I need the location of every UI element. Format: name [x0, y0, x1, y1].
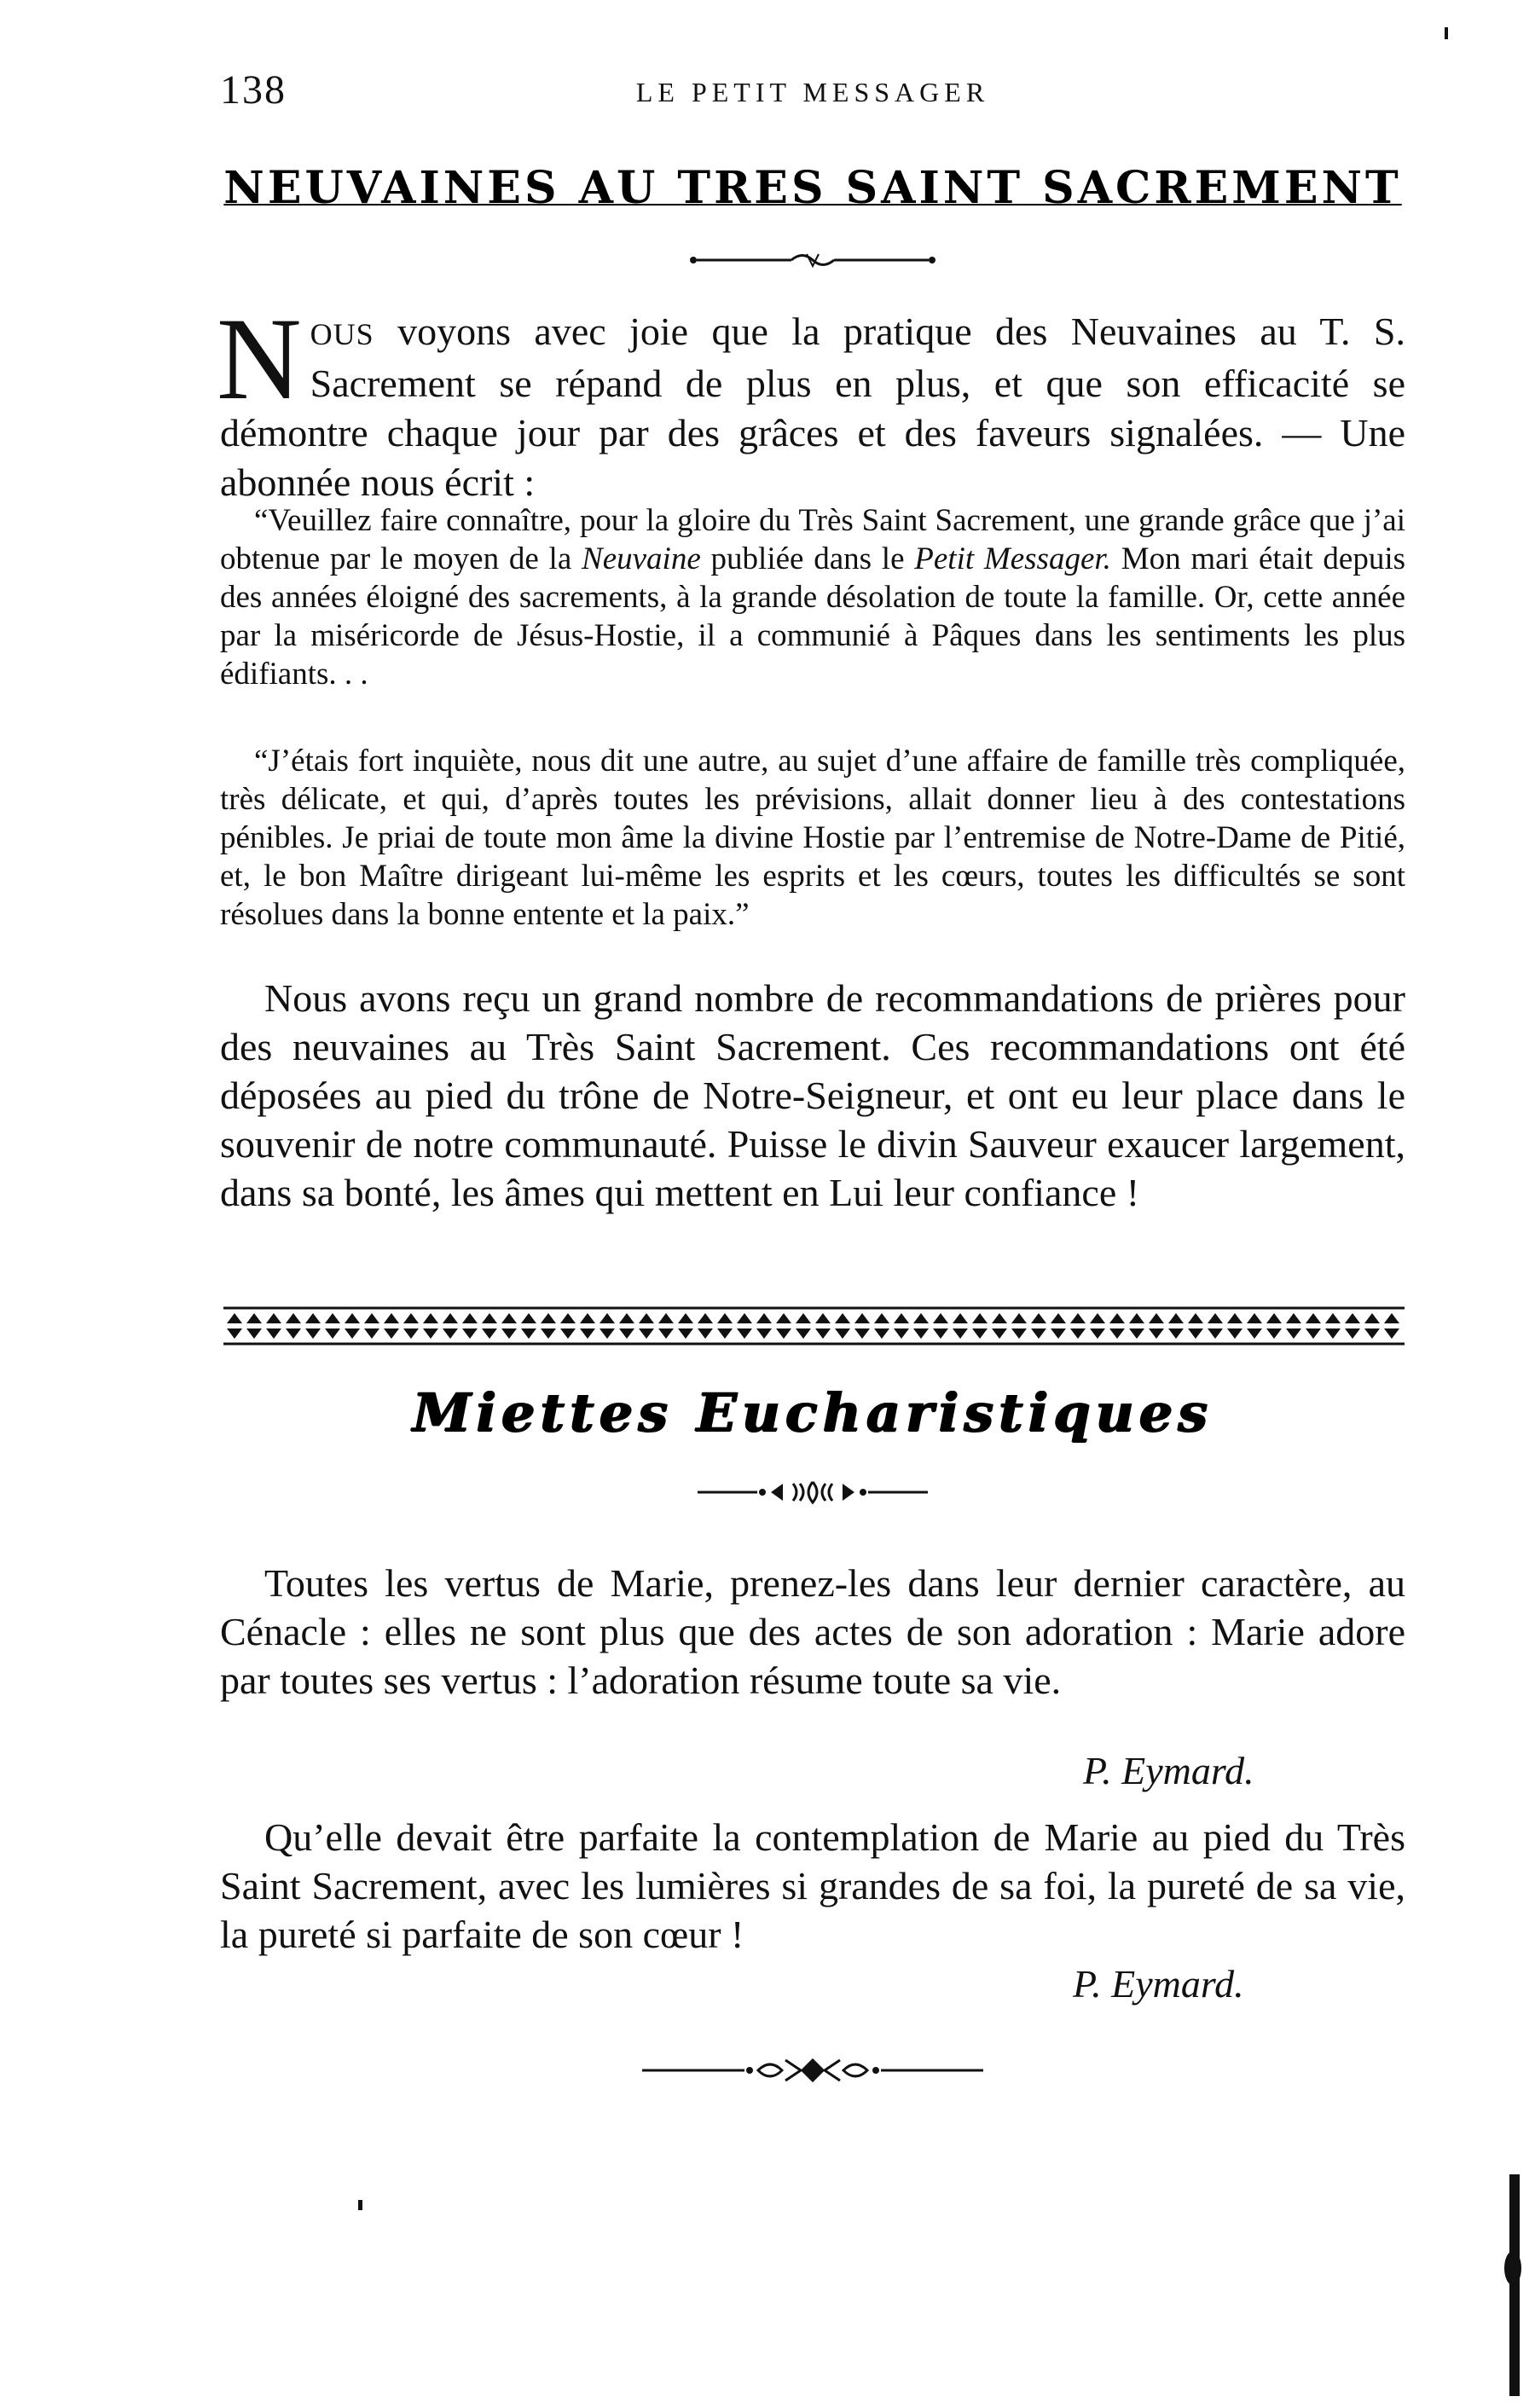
separator-triangle-up — [698, 1313, 713, 1323]
scan-edge-blot — [1504, 2251, 1521, 2285]
scan-speck-top — [1445, 27, 1448, 39]
separator-triangle-down — [246, 1328, 262, 1339]
separator-triangle-down — [443, 1328, 458, 1339]
separator-triangle-up — [1306, 1313, 1321, 1323]
intro-text: voyons avec joie que la pratique des Neuvaines au T. S. Sacrement se répand de plus en plus, et que son efficacité se démontre chaque jour par des grâces et des faveurs signalées. — Une abonnée nous écrit : — [220, 310, 1405, 504]
separator-triangle-up — [1345, 1313, 1360, 1323]
quote1-italic-petit-messager: Petit Messager. — [914, 541, 1111, 576]
separator-triangle-up — [1227, 1313, 1242, 1323]
separator-triangle-up — [796, 1313, 811, 1323]
separator-triangle-up — [1070, 1313, 1086, 1323]
miettes-paragraph-2: Qu’elle devait être parfaite la contemplation de Marie au pied du Très Saint Sacrement, avec les lumières si grandes de sa foi, la pureté de sa vie, la pureté si parfaite de son cœur ! — [220, 1815, 1405, 1956]
signature-eymard-1: P. Eymard. — [1083, 1749, 1254, 1792]
separator-triangle-up — [1188, 1313, 1203, 1323]
separator-triangle-up — [501, 1313, 517, 1323]
separator-triangle-up — [854, 1313, 870, 1323]
separator-triangle-down — [1109, 1328, 1125, 1339]
separator-triangle-down — [1070, 1328, 1086, 1339]
separator-triangle-down — [501, 1328, 517, 1339]
separator-triangle-up — [1266, 1313, 1282, 1323]
separator-triangle-up — [541, 1313, 556, 1323]
separator-triangle-down — [384, 1328, 399, 1339]
separator-triangle-down — [756, 1328, 772, 1339]
quote-second-letter: “J’étais fort inquiète, nous dit une autre, au sujet d’une affaire de famille très compliquée, très délicate, et qui, d’après toutes les prévisions, allait donner lieu à des contestations pénibles. Je priai de toute mon âme la divine Hostie par l’entremise de Notre-Dame de Pitié, et, le bon Maître dirigeant lui-même les esprits et les cœurs, toutes les difficultés se sont résolues dans la bonne entente et la paix.” — [220, 744, 1405, 932]
title2-ornament — [220, 1477, 1405, 1508]
separator-triangle-down — [560, 1328, 576, 1339]
separator-triangle-up — [266, 1313, 281, 1323]
section-title-miettes: Miettes Eucharistiques — [412, 1381, 1214, 1444]
separator-triangle-down — [913, 1328, 929, 1339]
quote1-italic-neuvaine: Neuvaine — [582, 541, 701, 576]
separator-triangle-up — [717, 1313, 733, 1323]
title-ornament — [220, 247, 1405, 273]
separator-triangle-down — [972, 1328, 988, 1339]
separator-triangle-down — [933, 1328, 948, 1339]
separator-triangle-down — [776, 1328, 791, 1339]
separator-triangle-down — [639, 1328, 654, 1339]
separator-triangle-down — [462, 1328, 478, 1339]
running-title: LE PETIT MESSAGER — [635, 77, 990, 107]
separator-triangle-up — [580, 1313, 595, 1323]
separator-triangle-up — [619, 1313, 634, 1323]
scroll-ornament-icon — [698, 1477, 928, 1508]
separator-triangle-down — [286, 1328, 301, 1339]
separator-triangle-up — [1109, 1313, 1125, 1323]
separator-triangle-down — [521, 1328, 536, 1339]
separator-triangle-up — [345, 1313, 360, 1323]
separator-triangle-down — [345, 1328, 360, 1339]
page-number: 138 — [220, 67, 287, 113]
separator-triangle-down — [305, 1328, 321, 1339]
quote1-part2: publiée dans le — [700, 541, 915, 576]
separator-triangle-up — [286, 1313, 301, 1323]
separator-triangle-down — [1011, 1328, 1027, 1339]
separator-triangle-up — [1051, 1313, 1066, 1323]
separator-triangle-up — [521, 1313, 536, 1323]
scan-edge-mark — [1509, 2174, 1520, 2396]
separator-triangle-down — [1364, 1328, 1380, 1339]
separator-triangle-up — [1208, 1313, 1223, 1323]
separator-triangle-up — [1090, 1313, 1105, 1323]
separator-triangle-up — [835, 1313, 850, 1323]
separator-triangle-down — [1090, 1328, 1105, 1339]
separator-triangle-down — [266, 1328, 281, 1339]
drop-cap: N — [217, 293, 302, 424]
separator-triangle-down — [678, 1328, 693, 1339]
separator-triangle-up — [325, 1313, 340, 1323]
separator-triangle-down — [835, 1328, 850, 1339]
separator-triangle-up — [1384, 1313, 1399, 1323]
separator-triangle-down — [874, 1328, 889, 1339]
separator-triangle-up — [933, 1313, 948, 1323]
separator-triangle-up — [658, 1313, 674, 1323]
separator-triangle-up — [462, 1313, 478, 1323]
separator-triangle-down — [854, 1328, 870, 1339]
separator-triangle-up — [1364, 1313, 1380, 1323]
separator-triangle-up — [776, 1313, 791, 1323]
separator-triangle-down — [894, 1328, 909, 1339]
separator-triangle-up — [482, 1313, 497, 1323]
separator-triangle-up — [305, 1313, 321, 1323]
separator-triangle-down — [227, 1328, 242, 1339]
separator-triangle-up — [815, 1313, 831, 1323]
separator-triangle-down — [658, 1328, 674, 1339]
separator-triangle-up — [913, 1313, 929, 1323]
separator-triangle-down — [717, 1328, 733, 1339]
separator-triangle-up — [1247, 1313, 1262, 1323]
separator-triangle-down — [1345, 1328, 1360, 1339]
separator-triangle-down — [1129, 1328, 1144, 1339]
separator-triangle-down — [1188, 1328, 1203, 1339]
separator-triangle-up — [227, 1313, 242, 1323]
separator-triangle-down — [1247, 1328, 1262, 1339]
miettes-paragraph-1: Toutes les vertus de Marie, prenez-les dans leur dernier caractère, au Cénacle : elles ne sont plus que des actes de son adoration : Marie adore par toutes ses vertus : l’adoration résume toute sa vie. — [220, 1561, 1405, 1702]
separator-triangle-up — [600, 1313, 615, 1323]
separator-triangle-up — [364, 1313, 379, 1323]
separator-triangle-down — [482, 1328, 497, 1339]
separator-triangle-down — [1227, 1328, 1242, 1339]
separator-triangle-up — [1011, 1313, 1027, 1323]
intro-paragraph — [217, 293, 1405, 507]
section-title-neuvaines: NEUVAINES AU TRES SAINT SACREMENT — [223, 162, 1402, 214]
separator-triangle-up — [443, 1313, 458, 1323]
intro-smallcaps: OUS — [310, 317, 374, 351]
signature-eymard-2: P. Eymard. — [1073, 1962, 1244, 2006]
separator-triangle-up — [953, 1313, 968, 1323]
separator-triangle-down — [1149, 1328, 1164, 1339]
separator-triangle-down — [815, 1328, 831, 1339]
separator-triangle-up — [874, 1313, 889, 1323]
separator-triangle-down — [600, 1328, 615, 1339]
decorative-separator-band — [223, 1306, 1405, 1346]
separator-triangle-down — [1286, 1328, 1301, 1339]
separator-triangle-down — [1168, 1328, 1184, 1339]
separator-triangle-down — [325, 1328, 340, 1339]
separator-triangle-down — [1306, 1328, 1321, 1339]
separator-triangle-down — [953, 1328, 968, 1339]
separator-triangle-up — [403, 1313, 419, 1323]
recommendations-paragraph: Nous avons reçu un grand nombre de recommandations de prières pour des neuvaines au Très Saint Sacrement. Ces recommandations ont été déposées au pied du trône de Notre-Seigneur, et ont eu leur place dans le souvenir de notre communauté. Puisse le divin Sauveur exaucer largement, dans sa bonté, les âmes qui mettent en Lui leur confiance ! — [220, 976, 1405, 1214]
separator-triangle-up — [1129, 1313, 1144, 1323]
separator-triangle-up — [1168, 1313, 1184, 1323]
separator-triangle-up — [423, 1313, 438, 1323]
separator-triangle-up — [560, 1313, 576, 1323]
separator-triangle-up — [894, 1313, 909, 1323]
separator-triangle-down — [403, 1328, 419, 1339]
separator-triangle-up — [246, 1313, 262, 1323]
separator-triangle-down — [541, 1328, 556, 1339]
quote-first-letter — [220, 501, 1405, 693]
separator-triangle-down — [580, 1328, 595, 1339]
separator-triangle-up — [639, 1313, 654, 1323]
flourish-ornament-icon — [685, 247, 941, 273]
end-flourish-icon — [642, 2052, 983, 2089]
separator-triangle-down — [1031, 1328, 1046, 1339]
separator-triangle-down — [1384, 1328, 1399, 1339]
separator-triangle-down — [737, 1328, 752, 1339]
separator-triangle-up — [737, 1313, 752, 1323]
separator-triangle-down — [1051, 1328, 1066, 1339]
separator-triangle-down — [796, 1328, 811, 1339]
separator-triangle-down — [698, 1328, 713, 1339]
running-header — [220, 67, 1405, 118]
scan-speck — [358, 2200, 362, 2210]
separator-triangle-down — [992, 1328, 1007, 1339]
separator-triangle-up — [678, 1313, 693, 1323]
separator-triangle-up — [972, 1313, 988, 1323]
quote1-part1: “Veuillez faire connaître, pour la gloire du Très Saint Sacrement, une grande grâce que j’ai obtenue par le moyen de la — [220, 503, 1405, 576]
separator-triangle-down — [1325, 1328, 1341, 1339]
separator-triangle-up — [384, 1313, 399, 1323]
end-ornament — [220, 2052, 1405, 2089]
separator-triangle-down — [423, 1328, 438, 1339]
separator-triangle-up — [1325, 1313, 1341, 1323]
separator-triangle-down — [619, 1328, 634, 1339]
separator-triangle-up — [756, 1313, 772, 1323]
separator-triangle-down — [1266, 1328, 1282, 1339]
separator-triangle-down — [1208, 1328, 1223, 1339]
separator-triangle-up — [1286, 1313, 1301, 1323]
separator-triangle-down — [364, 1328, 379, 1339]
separator-triangle-up — [992, 1313, 1007, 1323]
separator-triangle-up — [1149, 1313, 1164, 1323]
quote1-part3: Mon mari était depuis des années éloigné des sacrements, à la grande désolation de toute la famille. Or, cette année par la miséricorde de Jésus-Hostie, il a communié à Pâques dans les sentiments les plus édifiants. . . — [220, 541, 1406, 692]
separator-triangle-up — [1031, 1313, 1046, 1323]
